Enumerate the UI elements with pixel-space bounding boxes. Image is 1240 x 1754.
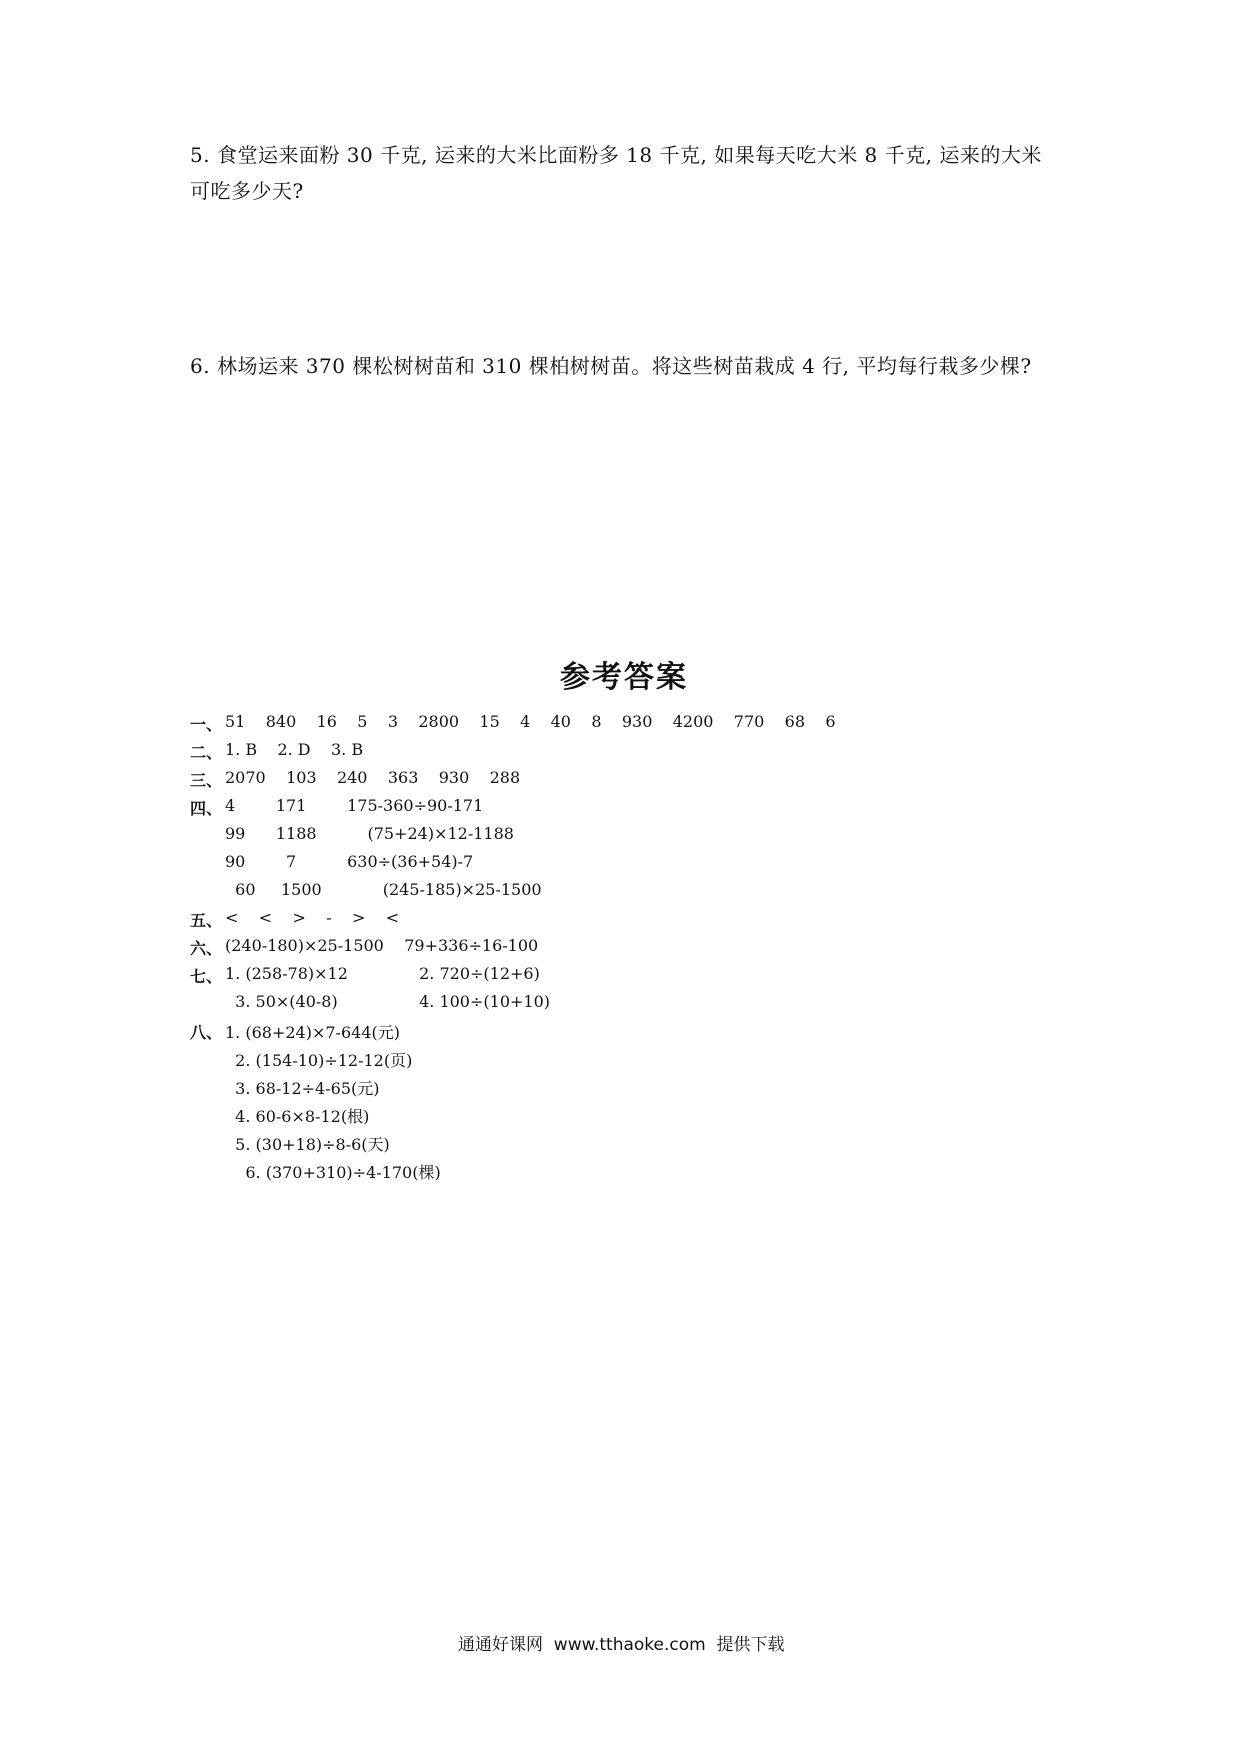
answer-line: (240-180)×25-1500 79+336÷16-100 [225,936,539,955]
answer-line: 99 1188 (75+24)×12-1188 [225,824,514,843]
answer-line: 2. (154-10)÷12-12(页) [225,1051,413,1070]
answer-line: 3. 68-12÷4-65(元) [225,1079,380,1098]
answer-line: 90 7 630÷(36+54)-7 [225,852,474,871]
section-label: 二、 [190,743,223,762]
answer-line: 1. (258-78)×12 2. 720÷(12+6) [225,964,540,983]
answer-line: 1. (68+24)×7-644(元) [225,1023,400,1042]
answer-line: 4. 60-6×8-12(根) [225,1107,370,1126]
section-label: 四、 [190,799,223,818]
section-label: 一、 [190,715,223,734]
footer-text: 通通好课网 www.tthaoke.com 提供下载 [458,1635,785,1655]
answer-line: 60 1500 (245-185)×25-1500 [225,880,542,899]
answers-title: 参考答案 [560,660,688,695]
answer-line: 2070 103 240 363 930 288 [225,768,521,787]
answer-line: 6. (370+310)÷4-170(棵) [225,1163,441,1182]
section-label: 三、 [190,771,223,790]
answer-line: 51 840 16 5 3 2800 15 4 40 8 930 4200 770 68 6 [225,712,836,731]
answer-line: 5. (30+18)÷8-6(天) [225,1135,390,1154]
section-label: 八、 [190,1023,223,1042]
section-label: 七、 [190,967,223,986]
answer-line: 1. B 2. D 3. B [225,740,364,759]
question-5-line-2: 可吃多少天? [190,179,304,203]
question-6-line-1: 6. 林场运来 370 棵松树树苗和 310 棵柏树树苗。将这些树苗栽成 4 行, 平均每行栽多少棵? [190,354,1032,378]
answer-line: < < > - > < [225,908,400,927]
answer-line: 4 171 175-360÷90-171 [225,796,484,815]
section-label: 五、 [190,911,223,930]
question-5-line-1: 5. 食堂运来面粉 30 千克, 运来的大米比面粉多 18 千克, 如果每天吃大米 8 千克, 运来的大米 [190,143,1042,167]
answer-line: 3. 50×(40-8) 4. 100÷(10+10) [225,992,550,1011]
section-label: 六、 [190,939,223,958]
